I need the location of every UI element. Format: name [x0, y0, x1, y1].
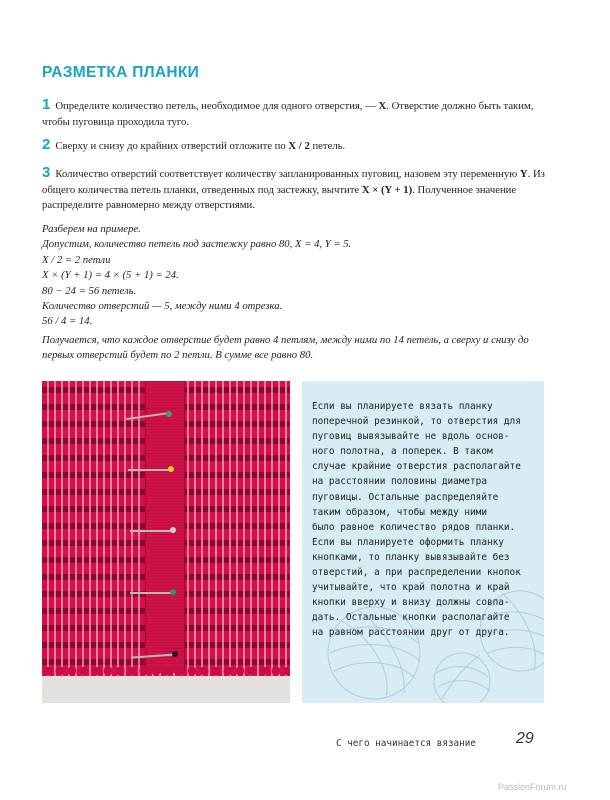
tip-line: Если вы планируете вязать планку	[312, 401, 493, 412]
marker-pin	[130, 592, 174, 594]
step-text: Количество отверстий соответствует количеству запланированных пуговиц, назовем эту переменную	[55, 168, 520, 180]
tip-line: поперечной резинкой, то отверстия для	[312, 416, 521, 428]
step-1	[42, 97, 562, 130]
scalloped-edge	[42, 667, 290, 679]
step-number: 1	[42, 96, 51, 113]
marker-pin	[128, 469, 172, 471]
step-3	[42, 165, 562, 214]
step-formula: X / 2	[288, 140, 310, 152]
step-text: . Полученное значение распределите равномерно между отверстиями.	[42, 183, 517, 212]
marker-pin	[130, 530, 174, 532]
tip-line: учитывайте, что край полотна и край	[312, 582, 510, 594]
tip-line: Если вы планируете оформить планку	[312, 536, 504, 548]
button-placket	[145, 381, 185, 673]
example-line: 56 / 4 = 14.	[42, 315, 93, 328]
tip-line: пуговиц вывязывайте не вдоль основ-	[312, 431, 510, 443]
step-number: 3	[42, 164, 51, 181]
tip-text	[312, 399, 538, 641]
example-line: Допустим, количество петель под застежку равно 80, X = 4, Y = 5.	[42, 238, 352, 251]
tip-box	[302, 381, 544, 703]
watermark: PassionForum.ru	[498, 782, 567, 792]
knitted-placket-photo	[42, 381, 290, 703]
tip-line: пуговицы. Остальные распределяйте	[312, 491, 499, 503]
step-number: 2	[42, 136, 51, 153]
section-heading: РАЗМЕТКА ПЛАНКИ	[42, 64, 200, 81]
tip-line: дать. Остальные кнопки располагайте	[312, 612, 510, 624]
step-text: Сверху и снизу до крайних отверстий отложите по	[55, 140, 289, 152]
example-line: Количество отверстий — 5, между ними 4 отрезка.	[42, 300, 283, 313]
example-line: Разберем на примере.	[42, 223, 141, 235]
tip-line: отверстий, а при распределении кнопок	[312, 567, 521, 579]
conclusion-text: Получается, что каждое отверстие будет равно 4 петлям, между ними по 14 петель, а сверху и снизу до первых отверстий будет по 2 петли. В сумме все равно 80.	[42, 334, 529, 362]
pin-head-icon	[172, 651, 178, 657]
tip-line: ного полотна, а поперек. В таком	[312, 446, 493, 458]
step-formula: X × (Y + 1)	[361, 183, 413, 196]
step-text: петель.	[309, 140, 346, 152]
step-2	[42, 137, 562, 155]
tip-line: случае крайние отверстия располагайте	[312, 461, 521, 473]
worked-example	[42, 222, 562, 330]
tip-line: кнопки вверху и внизу должны совпа-	[312, 597, 510, 609]
example-line: 80 − 24 = 56 петель.	[42, 284, 137, 297]
tip-line: таким образом, чтобы между ними	[312, 506, 487, 518]
tip-line: кнопками, то планку вывязывайте без	[312, 551, 510, 563]
step-text: . Из общего количества петель планки, отведенных под застежку, вычтите	[42, 168, 545, 196]
tip-line: на равном расстоянии друг от друга.	[312, 627, 510, 639]
tip-line: было равное количество рядов планки.	[312, 521, 516, 533]
tip-line: на расстоянии половины диаметра	[312, 476, 487, 488]
step-text: Определите количество петель, необходимое для одного отверстия, —	[55, 100, 379, 112]
pin-head-icon	[166, 411, 172, 417]
pin-head-icon	[170, 589, 176, 595]
chapter-title: С чего начинается вязание	[336, 738, 476, 749]
example-line: X × (Y + 1) = 4 × (5 + 1) = 24.	[42, 269, 179, 282]
step-text: . Отверстие должно быть таким, чтобы пуговица проходила туго.	[42, 100, 534, 128]
pin-head-icon	[170, 527, 176, 533]
example-line: X / 2 = 2 петли	[42, 253, 111, 266]
pin-head-icon	[168, 466, 174, 472]
page-number: 29	[516, 730, 534, 747]
step-formula: X	[378, 100, 387, 112]
step-formula: Y	[519, 168, 528, 180]
